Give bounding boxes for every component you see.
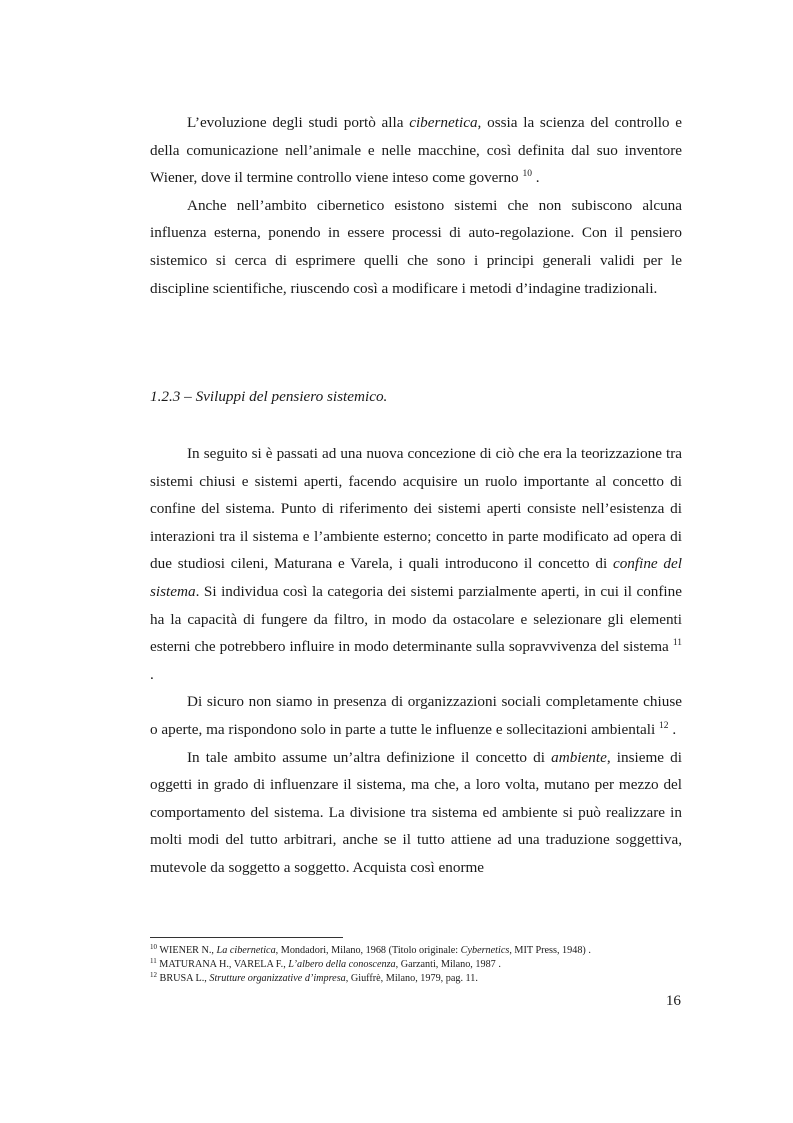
- footnote-number: 10: [150, 943, 157, 951]
- text-run: , Garzanti, Milano, 1987 .: [395, 959, 501, 970]
- footnote: [150, 958, 682, 972]
- text-run: , Giuffrè, Milano, 1979, pag. 11.: [345, 973, 478, 984]
- text-run: BRUSA L.,: [159, 973, 210, 984]
- footnote-ref[interactable]: 11: [672, 638, 682, 649]
- text-run: In tale ambito assume un’altra definizione il concetto di: [187, 748, 552, 766]
- text-run: .: [668, 720, 677, 738]
- paragraph: Anche nell’ambito cibernetico esistono sistemi che non subiscono alcuna influenza esterna, ponendo in essere processi di auto-regolazione. Con il pensiero sistemico si cerca di esprimere quelli che sono i principi generali validi per le discipline scientifiche, riuscendo così a modificare i metodi d’indagine tradizionali.: [150, 196, 682, 297]
- section-heading: 1.2.3 – Sviluppi del pensiero sistemico.: [150, 388, 388, 405]
- text-run: . Si individua così la categoria dei sistemi parzialmente aperti, in cui il confine ha la capacità di fungere da filtro, in modo da ostacolare e selezionare gli elementi esterni che potrebbero influire in modo determinante sulla sopravvivenza del sistema: [150, 582, 682, 656]
- footnote: [150, 944, 682, 958]
- body-text-section-2: [150, 440, 682, 882]
- paragraph: [150, 688, 682, 743]
- page-number: 16: [665, 992, 681, 1009]
- emphasis: confine del sistema: [150, 555, 682, 600]
- text-run: L’evoluzione degli studi portò alla: [187, 114, 410, 131]
- text-run: .: [150, 665, 154, 683]
- text-run: , ossia la scienza del controllo e della comunicazione nell’animale e nelle macchine, così definita dal suo inventore Wiener, dove il termine controllo viene inteso come governo: [150, 114, 682, 187]
- text-run: MATURANA H., VARELA F.,: [159, 959, 289, 970]
- footnote-number: 12: [150, 971, 157, 979]
- text-run: Di sicuro non siamo in presenza di organizzazioni sociali completamente chiuse o aperte, ma rispondono solo in parte a tutte le influenze e sollecitazioni ambientali: [150, 693, 682, 738]
- footnote-number: 11: [150, 957, 157, 965]
- footnote-divider: [150, 937, 343, 938]
- footnote-ref[interactable]: 12: [659, 720, 669, 731]
- text-run: WIENER N.,: [159, 945, 217, 956]
- footnote: [150, 972, 682, 986]
- text-run: , Mondadori, Milano, 1968 (Titolo originale:: [275, 945, 461, 956]
- paragraph: [150, 440, 682, 688]
- book-title: Strutture organizzative d’impresa: [209, 973, 346, 984]
- paragraph: [150, 109, 682, 192]
- text-run: .: [531, 169, 540, 187]
- book-title: Cybernetics: [460, 945, 510, 956]
- emphasis: cibernetica: [409, 114, 478, 131]
- footnote-ref[interactable]: 10: [522, 169, 532, 180]
- paragraph: [150, 744, 682, 882]
- text-run: , insieme di oggetti in grado di influenzare il sistema, ma che, a loro volta, mutano per mezzo del comportamento del sistema. La divisione tra sistema ed ambiente si può realizzare in molti modi del tutto arbitrari, anche se il tutto attiene ad una traduzione soggettiva, mutevole da soggetto a soggetto. Acquista così enorme: [150, 748, 682, 876]
- text-run: In seguito si è passati ad una nuova concezione di ciò che era la teorizzazione tra sistemi chiusi e sistemi aperti, facendo acquisire un ruolo importante al concetto di confine del sistema. Punto di riferimento dei sistemi aperti consiste nell’esistenza di interazioni tra il sistema e l’ambiente esterno; concetto in parte modificato ad opera di due studiosi cileni, Maturana e Varela, i quali introducono il concetto di: [150, 445, 682, 573]
- body-text-section-1: [150, 109, 682, 302]
- text-run: , MIT Press, 1948) .: [509, 945, 591, 956]
- book-title: La cibernetica: [216, 945, 276, 956]
- footnotes: [150, 944, 682, 986]
- emphasis: ambiente: [551, 748, 607, 766]
- book-title: L’albero della conoscenza: [288, 959, 396, 970]
